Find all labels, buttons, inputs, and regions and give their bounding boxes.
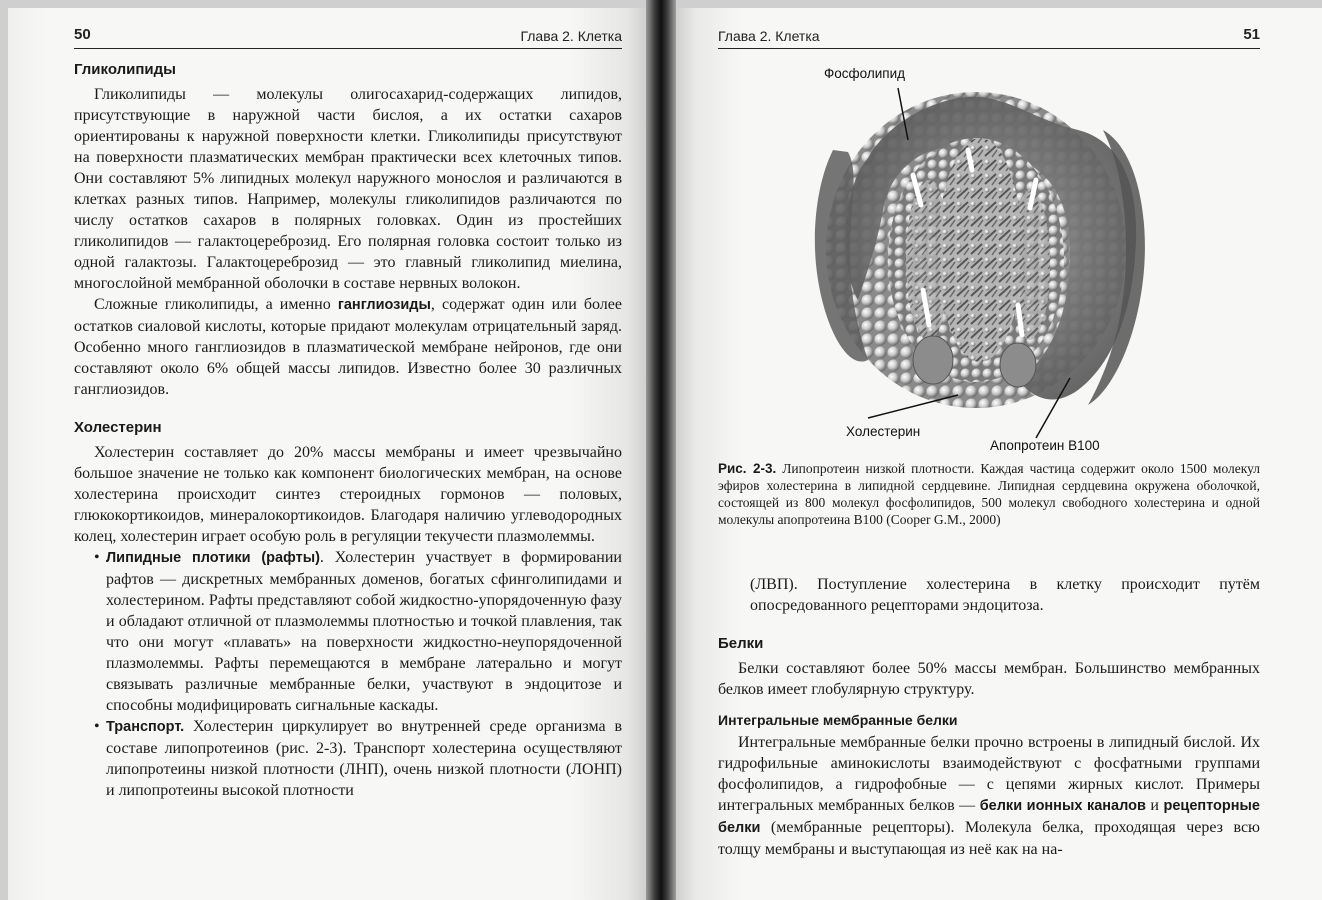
text-run: , содержат один или более остатков сиаловой кислоты, которые придают молекулам отрицательный заряд. Особенно много ганглиозидов в плазматической мембране нейронов, где они составляют около 6% общей массы липидов. Известно более 30 различных ганглиозидов.: [74, 296, 622, 398]
section-heading-glycolipids: Гликолипиды: [74, 61, 176, 78]
bullet-list: [74, 547, 622, 801]
text-run: (мембранные рецепторы). Молекула белка, проходящая через всю толщу мембраны и выступающая из неё как на на-: [718, 819, 1260, 858]
cholesterol-molecule: [913, 336, 953, 384]
paragraph: [718, 732, 1260, 860]
caption-number: Рис. 2-3.: [718, 461, 777, 476]
label-cholesterol: Холестерин: [846, 424, 921, 439]
list-item: [74, 547, 622, 716]
left-page: [8, 8, 646, 900]
figure-caption: [718, 460, 1260, 528]
paragraph: [74, 294, 622, 400]
paragraph: Гликолипиды — молекулы олигосахарид-содержащих липидов, присутствующие в наружной части бислоя, а их остатки сахаров ориентированы к наружной поверхности клетки. Гликолипиды присутствуют на поверхности плазматических мембран практически всех клеточных типов. Они составляют 5% липидных молекул наружного монослоя и различаются в клетках разных типов. Например, молекулы гликолипидов различаются по числу остатков сахаров в полярных головках. Один из простейших гликолипидов — галактоцереброзид. Его полярная головка состоит только из одной галактозы. Галактоцереброзид — это главный гликолипид миелина, многослойной мембранной оболочки в составе нервных волокон.: [74, 86, 622, 292]
bullet-text: Холестерин циркулирует во внутренней среде организма в составе липопротеинов (рис. 2-3). Транспорт холестерина осуществляют липопротеины низкой плотности (ЛНП), очень низкой плотности (ЛОНП) и липопротеины высокой плотности: [106, 718, 622, 799]
bold-term-ion-channels: белки ионных каналов: [979, 798, 1146, 814]
left-text-column: [74, 60, 622, 801]
caption-text: Липопротеин низкой плотности. Каждая частица содержит около 1500 молекул эфиров холестерина в липидной сердцевине. Липидная сердцевина окружена оболочкой, состоящей из 800 молекул фосфолипидов, 500 молекул свободного холестерина и одной молекулы апопротеина B100 (Cooper G.M., 2000): [718, 461, 1260, 527]
paragraph: Холестерин составляет до 20% массы мембраны и имеет чрезвычайно большое значение не только как компонент биологических мембран, на основе холестерина происходит синтез стероидных гормонов — половых, глюкокортикоидов, минералокортикоидов. Благодаря наличию углеводородных колец, холестерин играет особую роль в регуляции текучести плазмолеммы.: [74, 444, 622, 545]
left-running-head: [74, 26, 622, 49]
running-title: Глава 2. Клетка: [520, 28, 622, 44]
section-heading-cholesterol: Холестерин: [74, 419, 162, 436]
ldl-particle-illustration: [718, 60, 1260, 460]
paragraph: Белки составляют более 50% массы мембран. Большинство мембранных белков имеет глобулярную структуру.: [718, 660, 1260, 698]
text-run: и: [1145, 797, 1164, 814]
ldl-particle-figure: [718, 60, 1260, 460]
book-gutter: [646, 0, 676, 900]
bullet-term: Транспорт.: [106, 719, 185, 735]
bullet-term: Липидные плотики (рафты): [106, 550, 320, 566]
label-phospholipid: Фосфолипид: [824, 66, 905, 81]
list-item: [74, 716, 622, 801]
right-running-head: [718, 26, 1260, 49]
cholesterol-ester-core: [938, 138, 1022, 362]
label-apoprotein: Апопротеин B100: [990, 438, 1100, 453]
text-run: Сложные гликолипиды, а именно: [94, 296, 338, 313]
page-number: 51: [1243, 26, 1260, 43]
text-run: Интегральные мембранные белки прочно встроены в липидный бислой. Их гидрофильные аминокислоты взаимодействуют с фосфатными группами фосфолипидов, а гидрофобные — с цепями жирных кислот. Примеры интегральных мембранных белков —: [718, 734, 1260, 814]
bold-term-receptor-proteins: рецепторные белки: [718, 798, 1260, 836]
bullet-text: . Холестерин участвует в формировании рафтов — дискретных мембранных доменов, богатых сфинголипидами и холестерином. Рафты представляют собой жидкостно-упорядоченную фазу и обладают отличной от плазмолеммы плотностью и точкой плавления, так что они могут «плавать» на поверхности жидкостно-неупорядоченной плазмолеммы. Рафты перемещаются в мембране латерально и могут связывать различные мембранные белки, участвуют в эндоцитозе и способны модифицировать сигнальные каскады.: [106, 549, 622, 714]
right-page: [676, 8, 1322, 900]
page-number: 50: [74, 26, 91, 43]
subsection-heading-integral-proteins: Интегральные мембранные белки: [718, 712, 958, 728]
running-title: Глава 2. Клетка: [718, 28, 820, 44]
section-heading-proteins: Белки: [718, 635, 764, 652]
right-text-column: [718, 574, 1260, 860]
paragraph: (ЛВП). Поступление холестерина в клетку происходит путём опосредованного рецепторами эндоцитоза.: [750, 576, 1260, 614]
bold-term-gangliosides: ганглиозиды: [337, 297, 431, 313]
